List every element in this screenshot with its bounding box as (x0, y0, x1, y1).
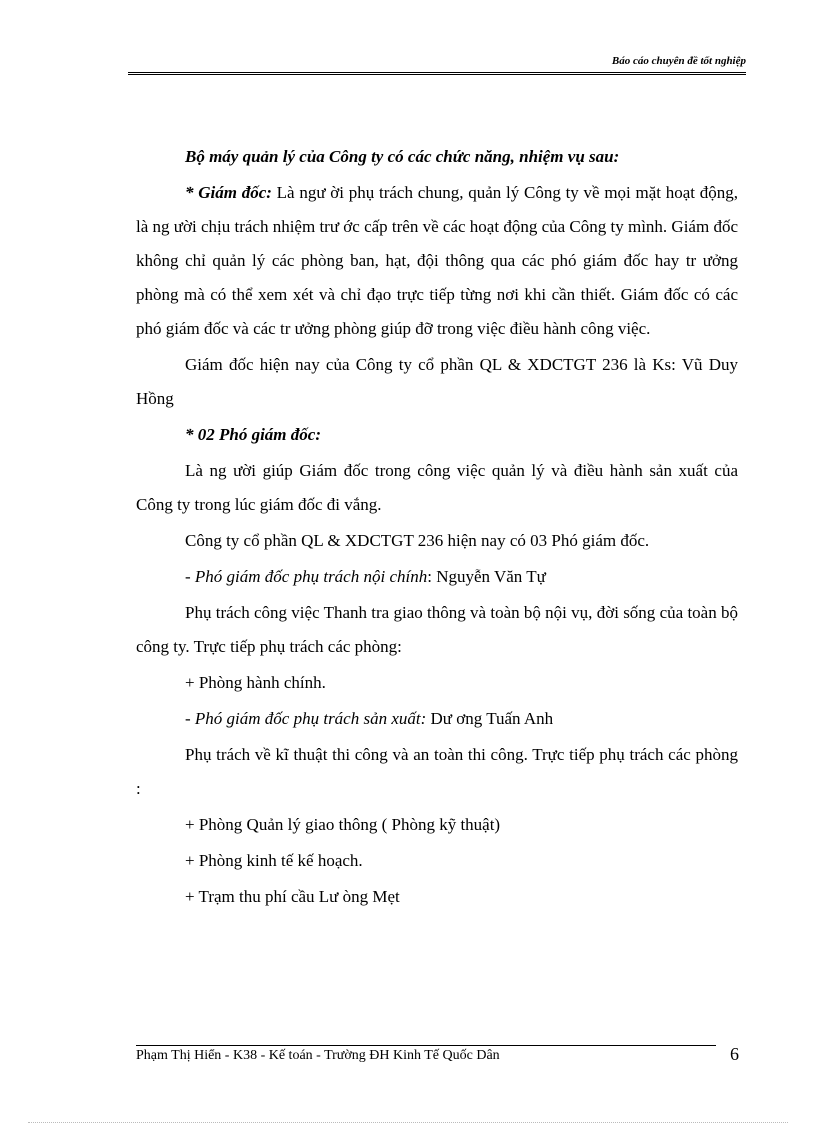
deputies-count: Công ty cổ phần QL & XDCTGT 236 hiện nay có 03 Phó giám đốc. (185, 531, 650, 550)
director-current-paragraph: Giám đốc hiện nay của Công ty cổ phần QL & XDCTGT 236 là Ks: Vũ Duy Hồng (136, 355, 738, 408)
deputy2-line (136, 702, 738, 736)
header-rule (128, 72, 746, 73)
deputy2-dept3: + Trạm thu phí cầu Lư òng Mẹt (185, 887, 400, 906)
page-number: 6 (730, 1044, 739, 1064)
deputy2-dept1: + Phòng Quản lý giao thông ( Phòng kỹ thuật) (185, 815, 501, 834)
deputy1-role: - Phó giám đốc phụ trách nội chính (185, 567, 428, 586)
director-label: * Giám đốc: (185, 183, 272, 202)
deputies-description: Là ng ười giúp Giám đốc trong công việc quản lý và điều hành sản xuất của Công ty trong lúc giám đốc đi vắng. (136, 461, 738, 514)
director-text: Là ngư ời phụ trách chung, quản lý Công ty về mọi mặt hoạt động, là ng ười chịu trách nhiệm trư ớc cấp trên về các hoạt động của Công ty mình. Giám đốc không chỉ quản lý các phòng ban, hạt, đội thông qua các phó giám đốc hay tr ưởng phòng mà có thể xem xét và chỉ đạo trực tiếp từng nơi khi cần thiết. Giám đốc có các phó giám đốc và các tr ưởng phòng giúp đỡ trong việc điều hành công việc. (136, 183, 738, 338)
deputy1-description: Phụ trách công việc Thanh tra giao thông và toàn bộ nội vụ, đời sống của toàn bộ công ty. Trực tiếp phụ trách các phòng: (136, 603, 738, 656)
deputy2-role: - Phó giám đốc phụ trách sản xuất: (185, 709, 427, 728)
deputy1-dept: + Phòng hành chính. (185, 673, 326, 692)
deputy2-description: Phụ trách về kĩ thuật thi công và an toàn thi công. Trực tiếp phụ trách các phòng : (136, 745, 738, 798)
document-body (136, 140, 738, 916)
footer-author-line: Phạm Thị Hiển - K38 - Kế toán - Trường ĐH Kinh Tế Quốc Dân (136, 1048, 500, 1063)
header-title: Báo cáo chuyên đề tốt nghiệp (611, 55, 746, 67)
footer-rule (136, 1045, 716, 1046)
director-paragraph (136, 176, 738, 346)
intro-heading: Bộ máy quản lý của Công ty có các chức năng, nhiệm vụ sau: (185, 147, 620, 166)
deputy1-line (136, 560, 738, 594)
deputies-heading: * 02 Phó giám đốc: (185, 425, 321, 444)
deputy2-dept2: + Phòng kinh tế kế hoạch. (185, 851, 363, 870)
deputy1-name: : Nguyễn Văn Tự (427, 567, 546, 586)
deputy2-name: Dư ơng Tuấn Anh (426, 709, 554, 728)
header-rule-secondary (128, 74, 746, 75)
